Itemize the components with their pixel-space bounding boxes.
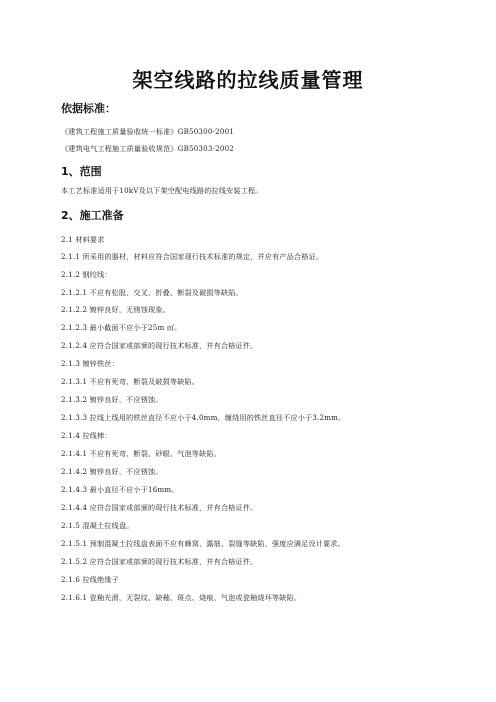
prep-line: 2.1.2.4 应符合国家或部颁的现行技术标准，并有合格证件。 (61, 341, 258, 350)
page-title: 架空线路的拉线质量管理 (132, 68, 364, 92)
prep-line: 2.1.2 钢绞线： (61, 270, 112, 279)
prep-line: 2.1.6.1 瓷釉光滑，无裂纹、缺釉、斑点、烧痕、气泡或瓷釉烧坏等缺陷。 (61, 593, 302, 602)
prep-line: 2.1.3.1 不应有死弯、断裂及破损等缺陷。 (61, 377, 200, 386)
prep-line: 2.1.4.2 镀锌良好，不应锈蚀。 (61, 467, 163, 476)
prep-line: 2.1.4 拉线棒： (61, 431, 112, 440)
prep-line: 2.1.2.1 不应有松股、交叉、折叠、断裂及破损等缺陷。 (61, 288, 243, 297)
standard-item: 《建筑工程施工质量验收统一标准》GB50300-2001 (61, 127, 234, 136)
scope-text: 本工艺标准适用于10kV及以下架空配电线路的拉线安装工程。 (61, 186, 263, 195)
prep-line: 2.1.5.2 应符合国家或部颁的现行技术标准，并有合格证件。 (61, 557, 258, 566)
prep-line: 2.1.1 所采用的器材，材料应符合国家现行技术标准的规定，并应有产品合格证。 (61, 252, 324, 261)
prep-line: 2.1.4.4 应符合国家或部颁的现行技术标准，并有合格证件。 (61, 503, 258, 512)
standard-item: 《建筑电气工程施工质量验收规范》GB50303-2002 (61, 144, 234, 153)
prep-line: 2.1.3 镀锌铁丝： (61, 359, 119, 368)
prep-line: 2.1.3.3 拉线上线用的铁丝直径不应小于4.0mm，缠绕用的铁丝直径不应小于3.2mm。 (61, 413, 346, 422)
prep-line: 2.1.5.1 预制混凝土拉线盘表面不应有蜂窝、露筋、裂缝等缺陷，强度应满足设计要求。 (61, 539, 345, 548)
prep-line: 2.1.5 混凝土拉线盘。 (61, 521, 134, 530)
prep-line: 2.1.2.2 镀锌良好，无锈蚀现象。 (61, 305, 170, 314)
prep-heading: 2、施工准备 (61, 209, 124, 222)
prep-line: 2.1.2.3 最小截面不应小于25m ㎡。 (61, 323, 182, 332)
basis-heading: 依据标准： (61, 102, 116, 115)
prep-line: 2.1 材料要求 (61, 235, 105, 244)
prep-line: 2.1.4.1 不应有死弯、断裂、砂眼、气泡等缺陷。 (61, 449, 221, 458)
prep-line: 2.1.6 拉线绝缘子 (61, 575, 119, 584)
scope-heading: 1、范围 (61, 165, 102, 178)
prep-line: 2.1.3.2 镀锌良好，不应锈蚀。 (61, 395, 163, 404)
prep-line: 2.1.4.3 最小直径不应小于16mm。 (61, 485, 179, 494)
